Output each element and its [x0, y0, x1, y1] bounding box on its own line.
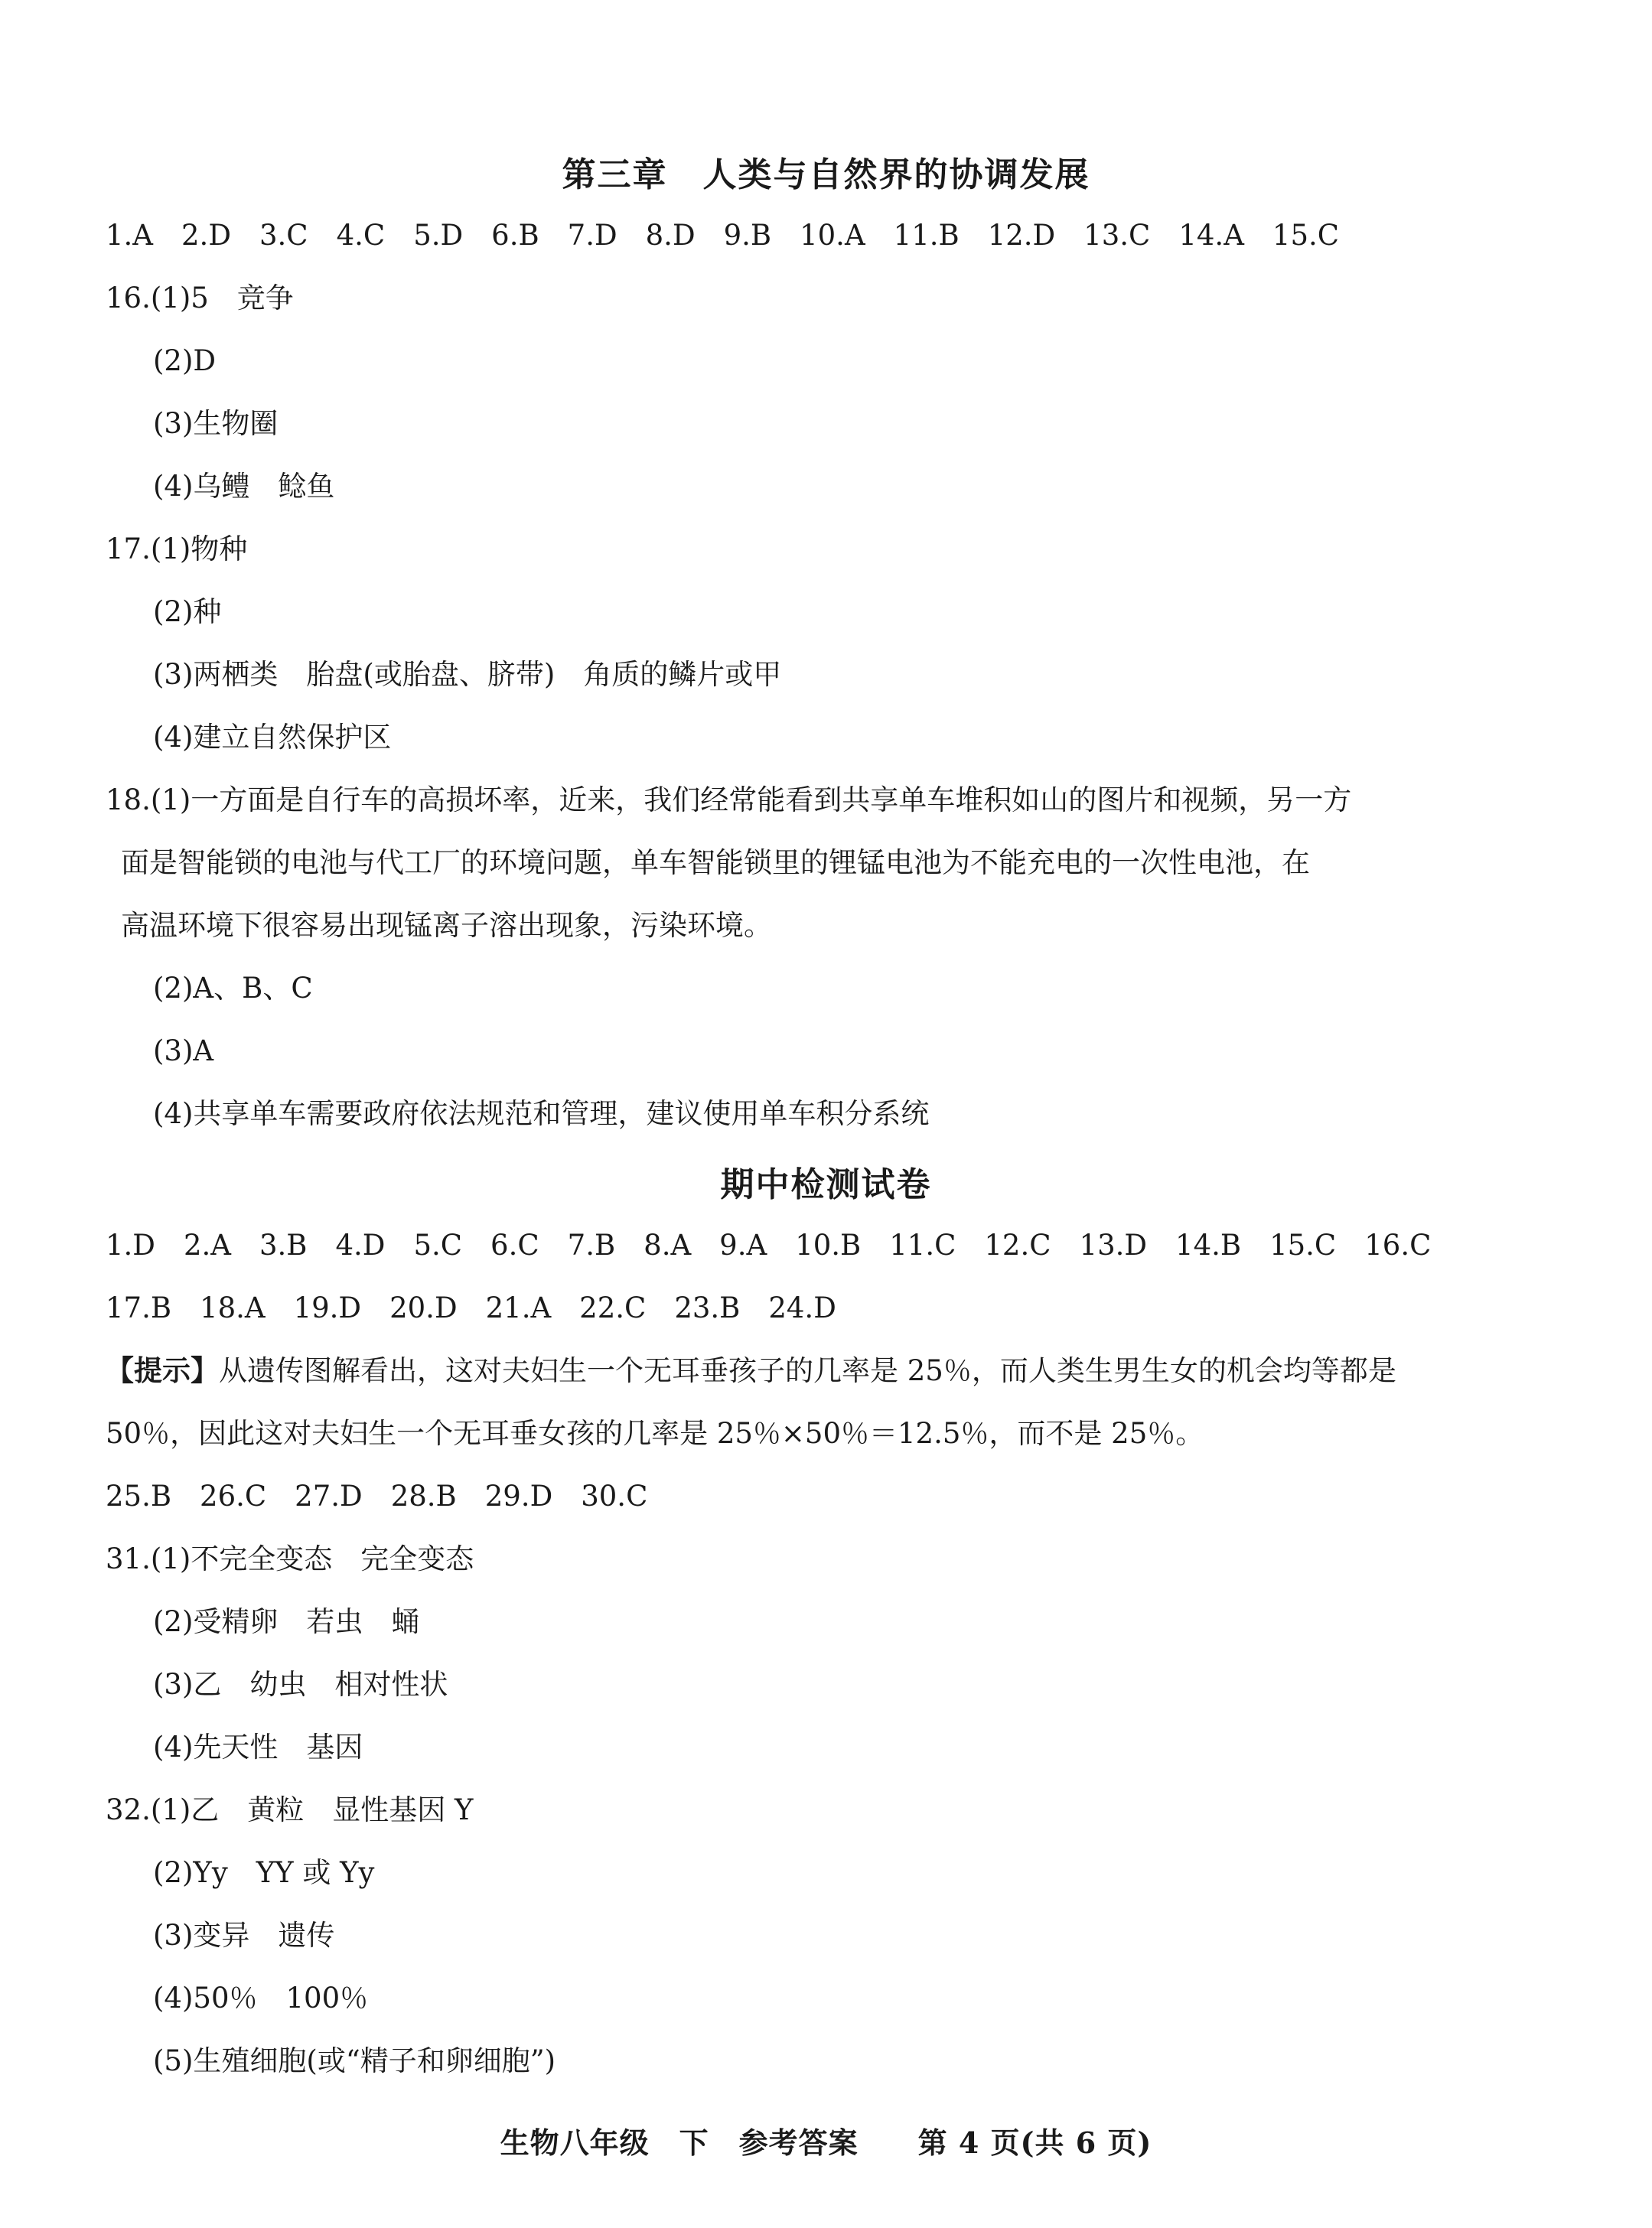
q31-part3: (3)乙 幼虫 相对性状 — [153, 1668, 448, 1701]
chapter-3-heading: 第三章 人类与自然界的协调发展 — [562, 155, 1090, 194]
tip-line2: 50％，因此这对夫妇生一个无耳垂女孩的几率是 25％×50％＝12.5％，而不是 25％。 — [106, 1417, 1204, 1450]
q17-part2: (2)种 — [153, 595, 222, 628]
q18-part1-line3: 高温环境下很容易出现锰离子溶出现象，污染环境。 — [121, 909, 772, 942]
tip-text-line1: 从遗传图解看出，这对夫妇生一个无耳垂孩子的几率是 25％，而人类生男生女的机会均等都是 — [219, 1354, 1396, 1387]
q32-part2: (2)Yy YY 或 Yy — [153, 1856, 375, 1889]
q31-part4: (4)先天性 基因 — [153, 1731, 363, 1764]
q18-part1-line1: 18.(1)一方面是自行车的高损坏率，近来，我们经常能看到共享单车堆积如山的图片和视频，另一方 — [106, 783, 1352, 816]
q32-part3: (3)变异 遗传 — [153, 1919, 335, 1952]
tip-label: 【提示】 — [106, 1354, 219, 1387]
q18-part2: (2)A、B、C — [153, 972, 313, 1005]
q18-part1-line2: 面是智能锁的电池与代工厂的环境问题，单车智能锁里的锂锰电池为不能充电的一次性电池，在 — [121, 846, 1310, 879]
q32-part5: (5)生殖细胞(或“精子和卵细胞”) — [153, 2044, 556, 2077]
midterm-multiple-choice-row1: 1.D 2.A 3.B 4.D 5.C 6.C 7.B 8.A 9.A 10.B 11.C 12.C 13.D 14.B 15.C 16.C — [106, 1229, 1432, 1262]
page-footer: 生物八年级 下 参考答案 第 4 页(共 6 页) — [500, 2125, 1152, 2160]
midterm-heading: 期中检测试卷 — [720, 1165, 932, 1204]
q31-part2: (2)受精卵 若虫 蛹 — [153, 1605, 420, 1638]
q16-part3: (3)生物圈 — [153, 407, 279, 440]
q31-part1: 31.(1)不完全变态 完全变态 — [106, 1542, 474, 1575]
q16-part1: 16.(1)5 竞争 — [106, 282, 294, 314]
q16-part4: (4)乌鳢 鲶鱼 — [153, 470, 335, 503]
midterm-multiple-choice-row2: 17.B 18.A 19.D 20.D 21.A 22.C 23.B 24.D — [106, 1292, 836, 1324]
q16-part2: (2)D — [153, 344, 217, 377]
q18-part4: (4)共享单车需要政府依法规范和管理，建议使用单车积分系统 — [153, 1097, 930, 1130]
midterm-multiple-choice-row3: 25.B 26.C 27.D 28.B 29.D 30.C — [106, 1480, 648, 1513]
q32-part4: (4)50％ 100％ — [153, 1982, 369, 2015]
tip-line1 — [106, 1354, 1396, 1388]
q18-part3: (3)A — [153, 1034, 214, 1067]
q17-part3: (3)两栖类 胎盘(或胎盘、脐带) 角质的鳞片或甲 — [153, 658, 782, 691]
q32-part1: 32.(1)乙 黄粒 显性基因 Y — [106, 1793, 474, 1826]
q17-part1: 17.(1)物种 — [106, 533, 248, 565]
chapter-3-multiple-choice: 1.A 2.D 3.C 4.C 5.D 6.B 7.D 8.D 9.B 10.A 11.B 12.D 13.C 14.A 15.C — [106, 219, 1340, 252]
q17-part4: (4)建立自然保护区 — [153, 721, 392, 754]
